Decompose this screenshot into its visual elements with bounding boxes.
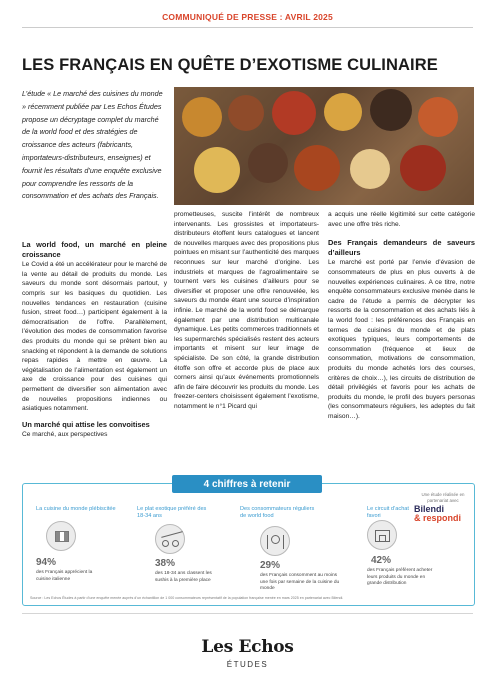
stat-label: La cuisine du monde plébiscitée (36, 506, 116, 512)
divider (22, 27, 473, 28)
column-2 (174, 210, 319, 411)
section-heading: Un marché qui attise les convoitises (22, 419, 150, 429)
stat-description: des Français consomment au moins une fois par semaine de la cuisine du monde (260, 573, 340, 591)
section-heading: La world food, un marché en pleine croissance (22, 240, 167, 259)
etudes-logo-text: ÉTUDES (226, 660, 269, 669)
key-figures-title: 4 chiffres à retenir (203, 479, 291, 490)
divider (22, 613, 473, 614)
utensils-icon (260, 526, 290, 556)
bilendi-logo (414, 505, 474, 523)
stat-label: Le plat exotique préféré des 18-34 ans (137, 506, 207, 519)
stat-label: Le circuit d’achat favori (367, 506, 409, 519)
stat-label: Des consommateurs réguliers de world food (240, 506, 315, 519)
partner-note: Une étude réalisée en partenariat avec (421, 492, 465, 503)
stat-card (36, 506, 116, 583)
stat-description: des Français préfèrent acheter leurs produits du monde en grande distribution (367, 568, 433, 586)
paragraph: Le marché est porté par l’envie d’évasion de consommateurs de plus en plus ouverts à de nouvelles expériences culinaires. A ce titre, notre enquête consommateurs exclusive menée dans le cadre de l’étude a permis de décrypter les ressorts de la consommation et des achats liés à la world food : les préférences des Français en termes de cuisines du monde et de plats exotiques typiques, leurs comportements de consommation (fréquence et lieux de consommation, motivations de consommation, produits du monde achetés lors des courses, critères de choix…), les circuits de distribution de détail privilégiés et favoris pour les achats de produits du monde, le profil des buyers personas (les consommateurs réguliers, les adeptes du fait maison…). (328, 259, 475, 420)
stat-card (137, 506, 222, 584)
spices-photo (174, 87, 474, 205)
page-title: LES FRANÇAIS EN QUÊTE D’EXOTISME CULINAIRE (22, 56, 438, 74)
paragraph: Le Covid a été un accélérateur pour le marché de la vente au détail de produits du monde. Les saveurs du monde sont désormais partout, y compris sur les basiques du quotidien. Les nouvelles tendances en restauration (cuisine fusion, street food…) participent également à la démocratisation de l’offre. Parallèlement, l’évolution des modes de consommation favorise des produits du monde qui se prêtent bien au snacking et répondent à la demande de solutions repas rapides à mettre en œuvre. La végétalisation de l’alimentation est également un axe de croissance pour des cuisines qui permettent de diversifier son alimentation avec de nouvelles propositions indiennes ou asiatiques notamment. (22, 261, 167, 413)
intro-text: L’étude « Le marché des cuisines du monde » récemment publiée par Les Echos Études propose un décryptage complet du marché de la world food et des stratégies de croissance des acteurs (fabricants, importateurs-distributeurs, enseignes) et fournit les résultats d’une enquête exclusive pour comprendre les ressorts de la consommation et des achats des Français. (22, 89, 163, 201)
press-release-label: COMMUNIQUÉ DE PRESSE : AVRIL 2025 (162, 12, 333, 22)
paragraph: prometteuses, suscite l’intérêt de nombreux intervenants. Les grossistes et importateurs-distributeurs étoffent leurs catalogues et lancent de nouvelles marques avec des propositions plus pointues en misant sur l’authenticité des marques reconnues sur leur marché d’origine. Les industriels et marques de l’agroalimentaire se tournent vers les cuisines d’ailleurs pour se diversifier et proposer une offre renouvelée, les saveurs du monde étant une source d’inspiration infinie. Le marché de la world food se démarque également par une distribution multicanale dynamique. Les petits commerces traditionnels et les supermarchés spécialisés restent des acteurs importants et misent sur leur image de spécialiste. De son côté, la grande distribution étoffe son offre et accorde plus de place aux corners ainsi qu’aux événements promotionnels afin de faire découvrir les produits du monde. Les freezer-centers choisissent également l’exotisme, notamment le n°1 Picard qui (174, 211, 319, 410)
stat-value: 29% (260, 560, 281, 571)
stat-value: 38% (155, 558, 176, 569)
stat-value: 42% (371, 555, 392, 566)
stat-description: des Français apprécient la cuisine italienne (36, 570, 93, 582)
sushi-icon (155, 524, 185, 554)
paragraph: a acquis une réelle légitimité sur cette catégorie avec une offre très riche. (328, 211, 475, 228)
paragraph: Ce marché, aux perspectives (22, 431, 108, 439)
stat-card (345, 506, 433, 588)
stat-description: des 18-34 ans classent les sushis à la première place (155, 571, 212, 583)
section-heading: Des Français demandeurs de saveurs d’ailleurs (328, 238, 475, 257)
bilendi-logo-text: Bilendi (414, 504, 445, 514)
stat-card (240, 506, 340, 593)
bilendi-logo-subtext: & respondi (414, 513, 462, 523)
source-note: Source : Les Echos Études à partir d’une enquête menée auprès d’un échantillon de 1 000 consommateurs représentatif de la population française menée en mars 2025 en partenariat avec Bilendi. (30, 596, 344, 600)
column-3 (328, 210, 475, 421)
les-echos-logo: Les Echos (201, 637, 294, 657)
flag-icon (46, 521, 76, 551)
stat-value: 94% (36, 557, 57, 568)
shop-icon (367, 520, 397, 550)
column-1 (22, 240, 167, 440)
